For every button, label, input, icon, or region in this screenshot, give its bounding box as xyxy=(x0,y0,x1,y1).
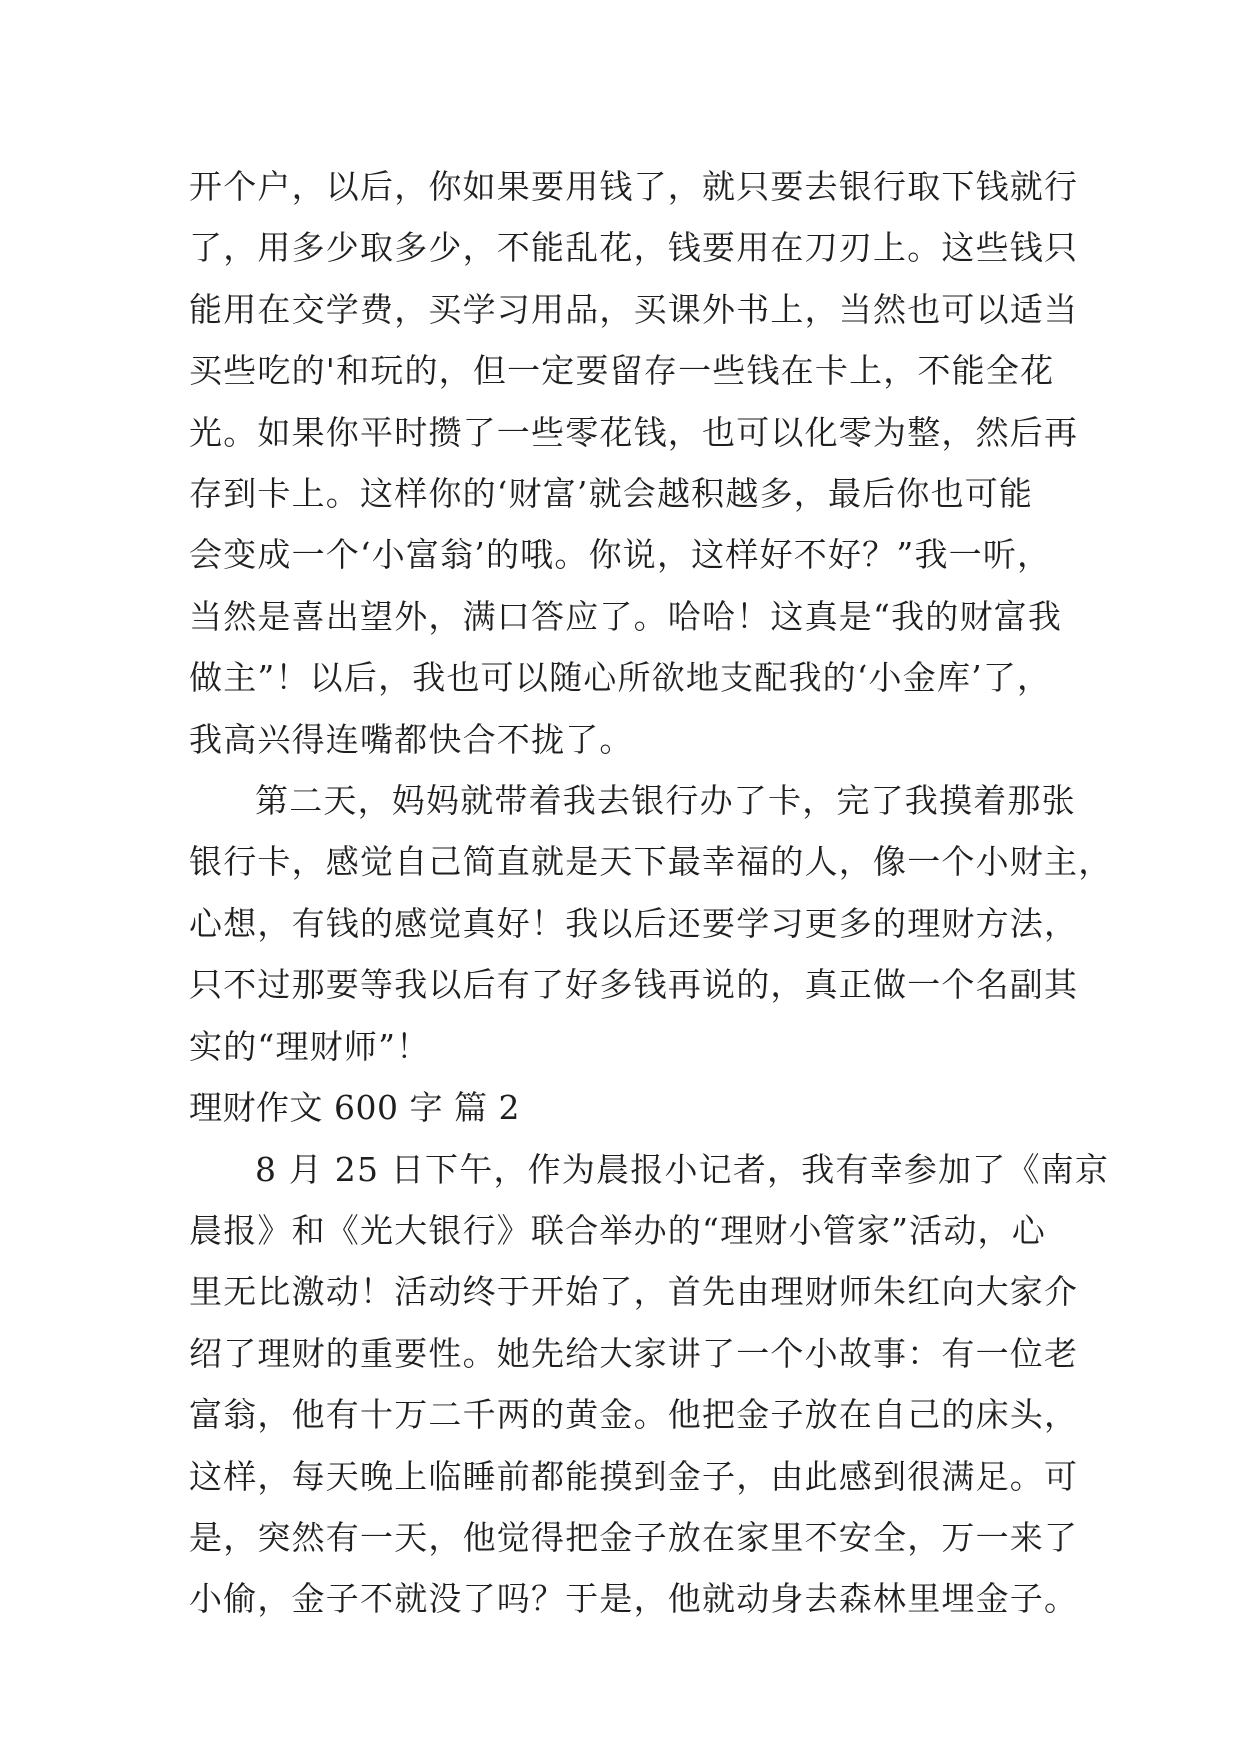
document-body xyxy=(189,156,1113,1630)
paragraph-3 xyxy=(189,1139,1110,1630)
text-line: 绍了理财的重要性。她先给大家讲了一个小故事：有一位老 xyxy=(189,1333,1079,1373)
section-heading: 理财作文 600 字 篇 2 xyxy=(189,1088,520,1128)
text-line: 只不过那要等我以后有了好多钱再说的，真正做一个名副其 xyxy=(189,965,1079,1005)
text-line: 买些吃的'和玩的，但一定要留存一些钱在卡上，不能全花 xyxy=(189,351,1055,391)
text-line: 我高兴得连嘴都快合不拢了。 xyxy=(189,719,634,759)
text-line: 小偷，金子不就没了吗？于是，他就动身去森林里埋金子。 xyxy=(189,1579,1079,1619)
text-line: 银行卡，感觉自己简直就是天下最幸福的人，像一个小财主， xyxy=(189,842,1113,882)
text-line: 这样，每天晚上临睡前都能摸到金子，由此感到很满足。可 xyxy=(189,1456,1079,1496)
text-line: 是，突然有一天，他觉得把金子放在家里不安全，万一来了 xyxy=(189,1517,1079,1557)
text-line: 光。如果你平时攒了一些零花钱，也可以化零为整，然后再 xyxy=(189,412,1079,452)
text-line: 了，用多少取多少，不能乱花，钱要用在刀刃上。这些钱只 xyxy=(189,228,1079,268)
text-line: 第二天，妈妈就带着我去银行办了卡，完了我摸着那张 xyxy=(255,781,1076,821)
text-line: 当然是喜出望外，满口答应了。哈哈！这真是“我的财富我 xyxy=(189,596,1063,636)
text-line: 会变成一个‘小富翁’的哦。你说，这样好不好？”我一听， xyxy=(189,535,1052,575)
text-line: 能用在交学费，买学习用品，买课外书上，当然也可以适当 xyxy=(189,289,1079,329)
text-line: 开个户，以后，你如果要用钱了，就只要去银行取下钱就行 xyxy=(189,167,1079,206)
text-line: 富翁，他有十万二千两的黄金。他把金子放在自己的床头， xyxy=(189,1395,1079,1435)
text-line: 里无比激动！活动终于开始了，首先由理财师朱红向大家介 xyxy=(189,1272,1079,1312)
paragraph-2 xyxy=(189,770,1113,1077)
text-line: 做主”！以后，我也可以随心所欲地支配我的‘小金库’了， xyxy=(189,658,1052,698)
text-line: 存到卡上。这样你的‘财富’就会越积越多，最后你也可能 xyxy=(189,474,1034,514)
text-line: 实的“理财师”！ xyxy=(189,1026,431,1066)
text-line: 8 月 25 日下午，作为晨报小记者，我有幸参加了《南京 xyxy=(255,1149,1110,1189)
paragraph-1 xyxy=(189,156,1079,770)
text-line: 晨报》和《光大银行》联合举办的“理财小管家”活动，心 xyxy=(189,1210,1046,1250)
text-line: 心想，有钱的感觉真好！我以后还要学习更多的理财方法， xyxy=(189,903,1079,943)
